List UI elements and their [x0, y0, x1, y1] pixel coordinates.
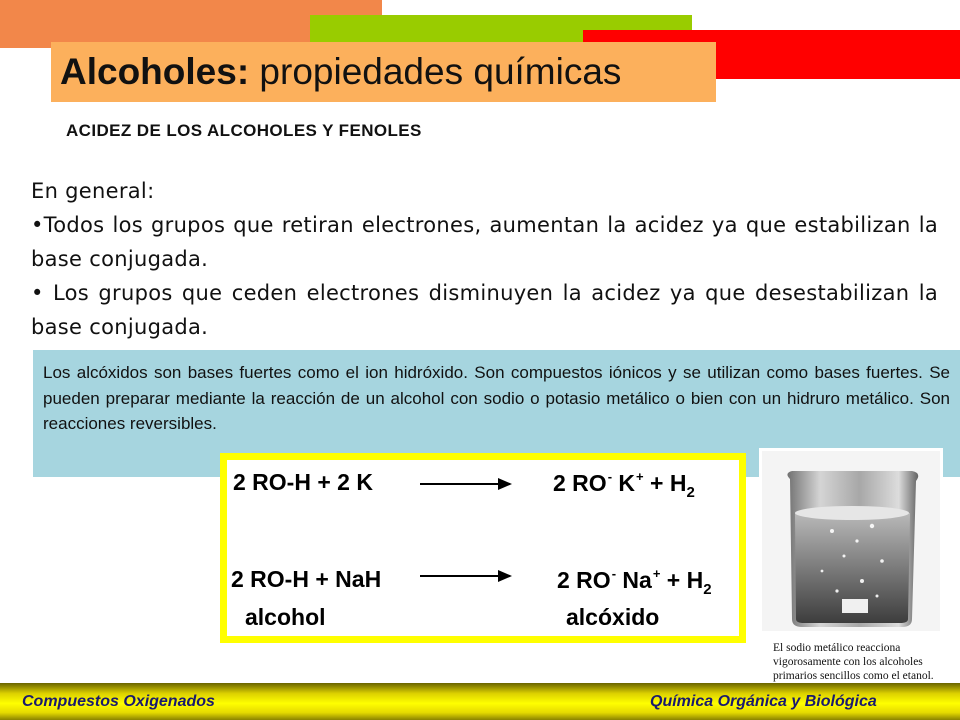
reaction-2-rest: + H	[660, 567, 704, 593]
page-title-bold: Alcoholes:	[60, 51, 250, 92]
footer-right-text: Química Orgánica y Biológica	[650, 693, 877, 710]
reaction-2-cation-charge: +	[652, 566, 661, 581]
page-title	[60, 51, 621, 93]
reaction-2-subscript: 2	[703, 581, 712, 598]
page-title-rest: propiedades químicas	[249, 51, 622, 92]
reaction-1-arrow-icon	[420, 483, 510, 485]
reaction-1-reactants: 2 RO-H + 2 K	[233, 469, 373, 495]
info-text: Los alcóxidos son bases fuertes como el ion hidróxido. Son compuestos iónicos y se utilizan como bases fuertes. Se pueden preparar mediante la reacción de un alcohol con sodio o potasio metálico o bien con un hidruro metálico. Son reacciones reversibles.	[43, 363, 950, 433]
bullet-electron-withdrawing: •Todos los grupos que retiran electrones, aumentan la acidez ya que estabilizan la base conjugada.	[31, 213, 938, 271]
reaction-1-product-charge: -	[607, 469, 613, 484]
intro-text	[31, 174, 938, 344]
reaction-1-product-base: 2 RO	[553, 470, 607, 496]
reaction-2-arrow-icon	[420, 575, 510, 577]
reaction-1-cation-charge: +	[636, 469, 644, 484]
beaker-icon	[762, 451, 940, 631]
footer-left-text: Compuestos Oxigenados	[22, 693, 215, 710]
photo-caption: El sodio metálico reacciona vigorosamente con los alcoholes primarios sencillos como el etanol.	[773, 642, 934, 682]
beaker-image	[762, 451, 940, 631]
label-alcohol: alcohol	[245, 604, 326, 630]
reaction-1-rest: + H	[643, 470, 687, 496]
reaction-2-product-base: 2 RO	[557, 567, 611, 593]
label-alcoxido: alcóxido	[566, 604, 660, 630]
intro-heading: En general:	[31, 179, 155, 203]
reaction-2-reactants: 2 RO-H + NaH	[231, 566, 382, 592]
section-subtitle: ACIDEZ DE LOS ALCOHOLES Y FENOLES	[66, 121, 422, 140]
reaction-2-product-charge: -	[611, 566, 617, 581]
reactions-box	[220, 453, 746, 643]
beaker-photo	[759, 448, 943, 698]
bullet-electron-donating: • Los grupos que ceden electrones disminuyen la acidez ya que desestabilizan la base conjugada.	[31, 281, 938, 339]
reaction-2-products	[557, 566, 712, 598]
reaction-1-cation: K	[612, 470, 636, 496]
reaction-2-cation: Na	[616, 567, 652, 593]
reaction-1-products	[553, 469, 695, 501]
title-box	[51, 42, 716, 102]
reaction-1-subscript: 2	[686, 484, 695, 501]
